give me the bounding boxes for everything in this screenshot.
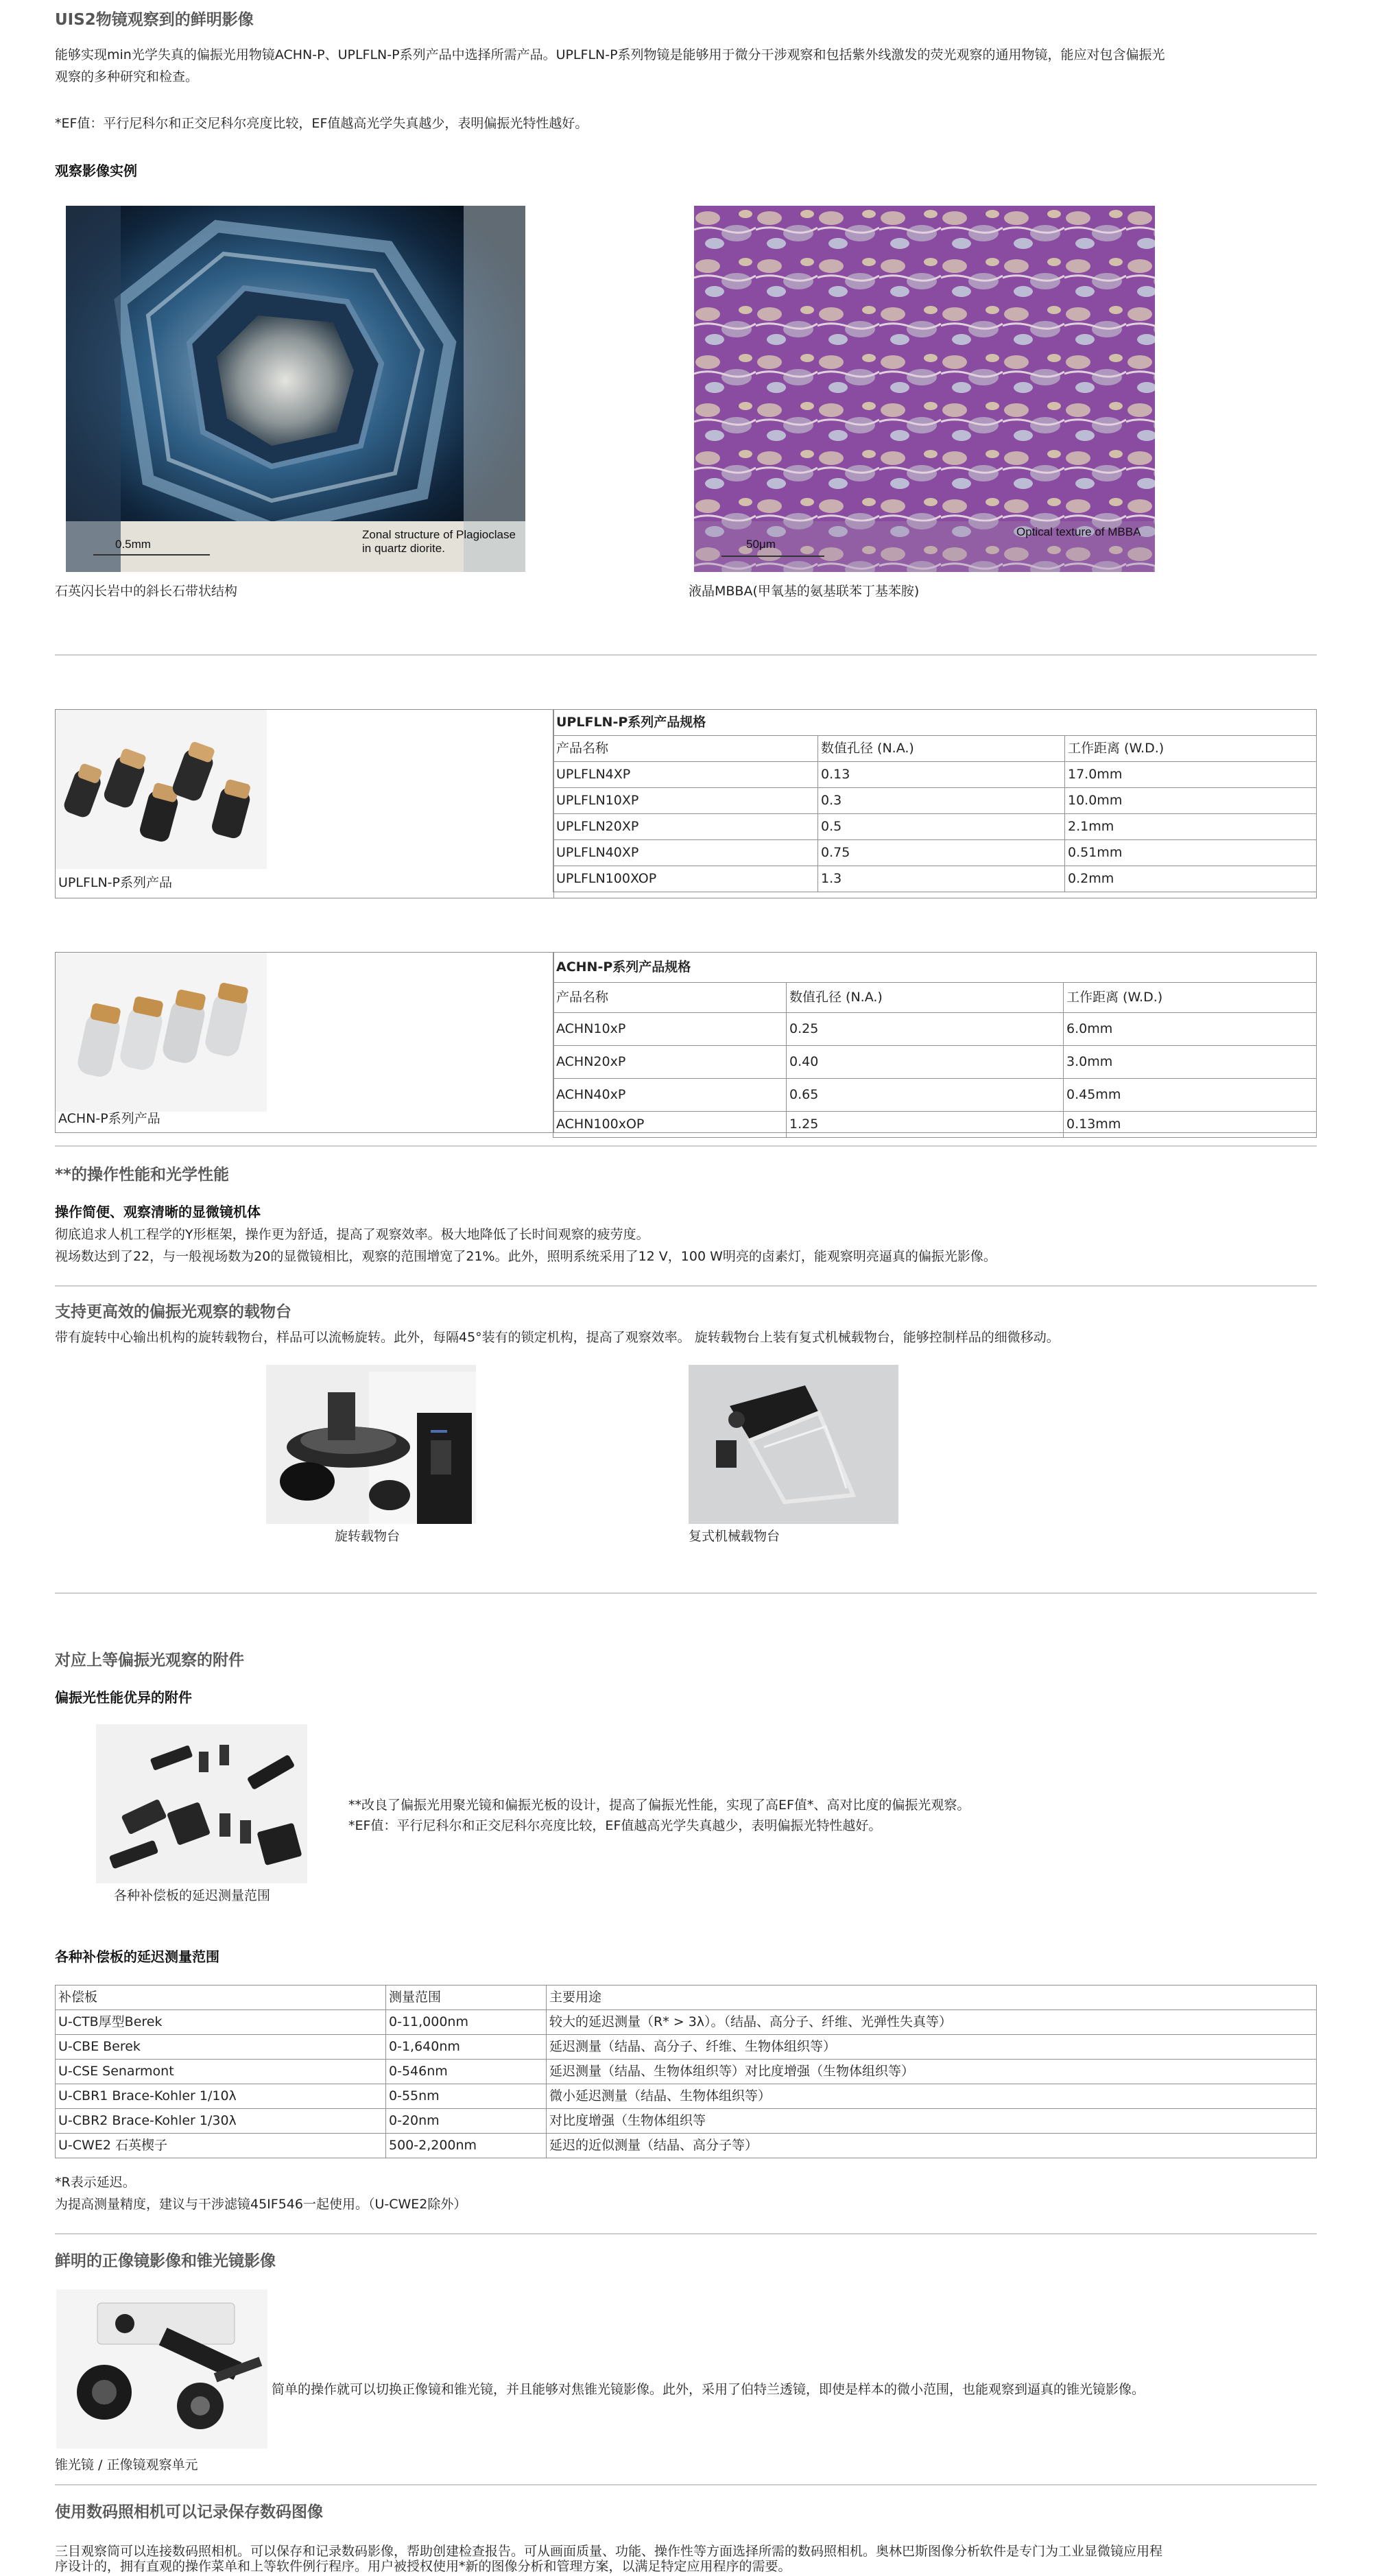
cell: 0-55nm	[386, 2084, 547, 2109]
ef-note: *EF值：平行尼科尔和正交尼科尔亮度比较，EF值越高光学失真越少，表明偏振光特性越好。	[55, 116, 588, 131]
digital-line-1: 三目观察筒可以连接数码照相机。可以保存和记录数码影像，帮助创建检查报告。可从画面质量、功能、操作性等方面选择所需的数码照相机。奥林巴斯图像分析软件是专门为工业显微镜应用程	[55, 2544, 1163, 2559]
digital-line-2: 序设计的，拥有直观的操作菜单和上等软件例行程序。用户被授权使用*新的图像分析和管理方案，以满足特定应用程序的需要。	[55, 2559, 791, 2574]
cell: 0-11,000nm	[386, 2010, 547, 2035]
section-title-digital: 使用数码照相机可以记录保存数码图像	[55, 2503, 323, 2521]
cell: 0.40	[787, 1046, 1064, 1079]
conoscope-unit-photo	[56, 2289, 267, 2448]
cell: UPLFLN20XP	[553, 814, 818, 840]
performance-line-2: 视场数达到了22，与一般视场数为20的显微镜相比，观察的范围增宽了21%。此外，照明系统采用了12 V，100 W明亮的卤素灯，能观察明亮逼真的偏振光影像。	[55, 1249, 996, 1264]
divider-2	[55, 1145, 1317, 1147]
plagioclase-caption: 石英闪长岩中的斜长石带状结构	[55, 584, 238, 599]
table-row	[553, 788, 1317, 814]
cell: 17.0mm	[1065, 762, 1317, 788]
table-row	[553, 1013, 1317, 1046]
cell: 0.75	[818, 840, 1065, 866]
plagioclase-label: Zonal structure of Plagioclase in quartz diorite.	[362, 528, 516, 555]
intro-line-2: 观察的多种研究和检查。	[55, 69, 199, 84]
mbba-svg	[694, 206, 1155, 572]
mechanical-stage-photo	[689, 1365, 898, 1524]
scale-label-2: 50μm	[746, 538, 776, 551]
comp-note-1: *R表示延迟。	[55, 2175, 136, 2190]
cell: 1.25	[787, 1112, 1064, 1138]
table-row	[553, 1079, 1317, 1112]
cell: 2.1mm	[1065, 814, 1317, 840]
cell: 0.13mm	[1064, 1112, 1317, 1138]
rotating-stage-caption: 旋转载物台	[335, 1529, 401, 1544]
table-row	[553, 866, 1317, 892]
achn-objectives-photo	[56, 953, 267, 1112]
cell: 0-20nm	[386, 2109, 547, 2134]
table-row	[56, 2035, 1317, 2060]
cell: ACHN10xP	[553, 1013, 787, 1046]
plagioclase-image	[66, 206, 525, 572]
examples-title: 观察影像实例	[55, 163, 137, 179]
compensator-table-title: 各种补偿板的延迟测量范围	[55, 1948, 219, 1965]
achn-spec-table	[553, 952, 1317, 1138]
uplfln-header-na: 数值孔径 (N.A.)	[818, 736, 1065, 762]
scale-bar-1	[93, 554, 210, 556]
mechanical-stage-caption: 复式机械载物台	[689, 1529, 780, 1544]
table-row	[553, 762, 1317, 788]
table-row	[56, 2010, 1317, 2035]
cell: ACHN40xP	[553, 1079, 787, 1112]
table-row	[56, 2084, 1317, 2109]
accessories-subtitle: 偏振光性能优异的附件	[55, 1689, 192, 1706]
cell: 延迟测量（结晶、高分子、纤维、生物体组织等）	[547, 2035, 1317, 2060]
uplfln-header-name: 产品名称	[553, 736, 818, 762]
mbba-image	[694, 206, 1155, 572]
cell: 延迟测量（结晶、生物体组织等）对比度增强（生物体组织等）	[547, 2060, 1317, 2084]
divider-5	[55, 2233, 1317, 2234]
comp-header-use: 主要用途	[547, 1985, 1317, 2010]
divider-6	[55, 2484, 1317, 2485]
cell: 3.0mm	[1064, 1046, 1317, 1079]
conoscope-caption: 锥光镜 / 正像镜观察单元	[55, 2457, 198, 2472]
table-row	[553, 1112, 1317, 1138]
cell: 0.45mm	[1064, 1079, 1317, 1112]
scale-label-1: 0.5mm	[115, 538, 151, 551]
section-title-conoscope: 鲜明的正像镜影像和锥光镜影像	[55, 2252, 276, 2270]
cell: 0.13	[818, 762, 1065, 788]
cell: 10.0mm	[1065, 788, 1317, 814]
cell: 0.2mm	[1065, 866, 1317, 892]
achn-header-name: 产品名称	[553, 983, 787, 1013]
cell: 0.65	[787, 1079, 1064, 1112]
cell: 较大的延迟测量（R* > 3λ）。（结晶、高分子、纤维、光弹性失真等）	[547, 2010, 1317, 2035]
cell: UPLFLN40XP	[553, 840, 818, 866]
accessories-line-2: *EF值：平行尼科尔和正交尼科尔亮度比较，EF值越高光学失真越少，表明偏振光特性越好。	[348, 1818, 882, 1833]
rotating-stage-photo	[266, 1365, 476, 1524]
cell: U-CTB厚型Berek	[56, 2010, 386, 2035]
section-title-performance: **的操作性能和光学性能	[55, 1166, 230, 1184]
stage-line-1: 带有旋转中心输出机构的旋转载物台，样品可以流畅旋转。此外，每隔45°装有的锁定机构，提高了观察效率。 旋转载物台上装有复式机械载物台，能够控制样品的细微移动。	[55, 1330, 1060, 1345]
achn-caption: ACHN-P系列产品	[58, 1111, 160, 1126]
scale-bar-2	[721, 556, 824, 557]
mechanical-stage-svg	[689, 1365, 898, 1524]
table-row	[56, 2109, 1317, 2134]
uplfln-caption: UPLFLN-P系列产品	[58, 875, 172, 890]
cell: 0.51mm	[1065, 840, 1317, 866]
cell: 0.25	[787, 1013, 1064, 1046]
achn-objectives-svg	[56, 953, 267, 1112]
comp-header-plate: 补偿板	[56, 1985, 386, 2010]
plagioclase-svg	[66, 206, 525, 572]
cell: UPLFLN10XP	[553, 788, 818, 814]
uplfln-table-title: UPLFLN-P系列产品规格	[553, 710, 1317, 736]
section-title-accessories: 对应上等偏振光观察的附件	[55, 1651, 244, 1669]
cell: UPLFLN100XOP	[553, 866, 818, 892]
accessories-line-1: **改良了偏振光用聚光镜和偏振光板的设计，提高了偏振光性能，实现了高EF值*、高对比度的偏振光观察。	[348, 1798, 970, 1813]
cell: 500-2,200nm	[386, 2134, 547, 2158]
divider-3	[55, 1285, 1317, 1287]
cell: ACHN100xOP	[553, 1112, 787, 1138]
achn-header-wd: 工作距离 (W.D.)	[1064, 983, 1317, 1013]
achn-header-na: 数值孔径 (N.A.)	[787, 983, 1064, 1013]
divider-4	[55, 1593, 1317, 1594]
uplfln-spec-table	[553, 709, 1317, 892]
cell: 0.5	[818, 814, 1065, 840]
conoscope-line-1: 简单的操作就可以切换正像镜和锥光镜，并且能够对焦锥光镜影像。此外，采用了伯特兰透镜，即使是样本的微小范围，也能观察到逼真的锥光镜影像。	[272, 2382, 1145, 2397]
compensator-table	[55, 1985, 1317, 2158]
section-title-uis2: UIS2物镜观察到的鲜明影像	[55, 11, 254, 29]
performance-subtitle: 操作简便、观察清晰的显微镜机体	[55, 1204, 261, 1220]
cell: U-CBE Berek	[56, 2035, 386, 2060]
mbba-caption: 液晶MBBA(甲氧基的氨基联苯丁基苯胺)	[689, 584, 920, 599]
table-row	[56, 2060, 1317, 2084]
cell: U-CBR2 Brace-Kohler 1/30λ	[56, 2109, 386, 2134]
uplfln-objectives-svg	[56, 710, 267, 869]
cell: ACHN20xP	[553, 1046, 787, 1079]
cell: 0-546nm	[386, 2060, 547, 2084]
compensators-photo	[96, 1724, 307, 1883]
cell: 0.3	[818, 788, 1065, 814]
table-row	[56, 2134, 1317, 2158]
cell: U-CSE Senarmont	[56, 2060, 386, 2084]
cell: 0-1,640nm	[386, 2035, 547, 2060]
divider-1	[55, 654, 1317, 656]
cell: U-CWE2 石英楔子	[56, 2134, 386, 2158]
comp-note-2: 为提高测量精度，建议与干涉滤镜45IF546一起使用。（U-CWE2除外）	[55, 2197, 467, 2212]
table-row	[553, 840, 1317, 866]
achn-table-title: ACHN-P系列产品规格	[553, 953, 1317, 983]
cell: 微小延迟测量（结晶、生物体组织等）	[547, 2084, 1317, 2109]
cell: 对比度增强（生物体组织等	[547, 2109, 1317, 2134]
cell: 1.3	[818, 866, 1065, 892]
performance-line-1: 彻底追求人机工程学的Y形框架，操作更为舒适，提高了观察效率。极大地降低了长时间观察的疲劳度。	[55, 1227, 649, 1242]
cell: U-CBR1 Brace-Kohler 1/10λ	[56, 2084, 386, 2109]
table-row	[553, 814, 1317, 840]
mbba-label: Optical texture of MBBA	[1016, 525, 1141, 538]
cell: 延迟的近似测量（结晶、高分子等）	[547, 2134, 1317, 2158]
rotating-stage-svg	[266, 1365, 476, 1524]
comp-header-range: 测量范围	[386, 1985, 547, 2010]
section-title-stage: 支持更高效的偏振光观察的载物台	[55, 1303, 291, 1321]
conoscope-unit-svg	[56, 2289, 267, 2448]
uplfln-objectives-photo	[56, 710, 267, 869]
table-row	[553, 1046, 1317, 1079]
uplfln-header-wd: 工作距离 (W.D.)	[1065, 736, 1317, 762]
intro-line-1: 能够实现min光学失真的偏振光用物镜ACHN-P、UPLFLN-P系列产品中选择所需产品。UPLFLN-P系列物镜是能够用于微分干涉观察和包括紫外线激发的荧光观察的通用物镜，能应对包含偏振光	[55, 47, 1165, 62]
cell: 6.0mm	[1064, 1013, 1317, 1046]
cell: UPLFLN4XP	[553, 762, 818, 788]
compensators-svg	[96, 1724, 307, 1883]
compensators-caption: 各种补偿板的延迟测量范围	[114, 1888, 271, 1903]
